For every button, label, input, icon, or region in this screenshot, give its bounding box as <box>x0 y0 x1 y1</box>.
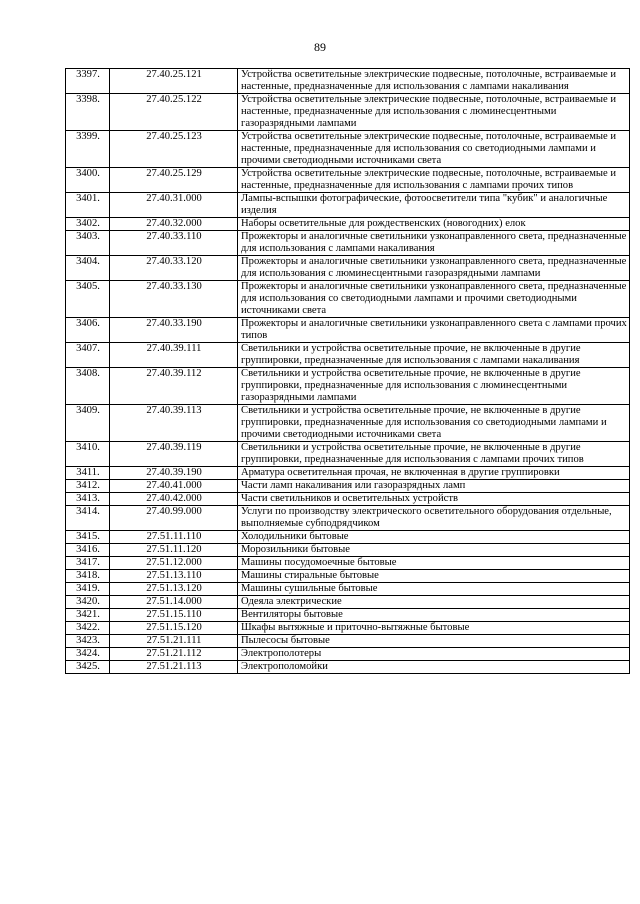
table-row <box>66 168 630 193</box>
row-number-cell: 3405. <box>66 281 110 318</box>
row-number-cell: 3409. <box>66 405 110 442</box>
row-number-cell: 3416. <box>66 544 110 557</box>
code-cell: 27.40.39.111 <box>110 343 238 368</box>
row-number-cell: 3400. <box>66 168 110 193</box>
table-row <box>66 256 630 281</box>
table-row <box>66 318 630 343</box>
table-row <box>66 596 630 609</box>
table-row <box>66 635 630 648</box>
code-cell: 27.51.21.113 <box>110 661 238 674</box>
row-number-cell: 3407. <box>66 343 110 368</box>
code-cell: 27.51.12.000 <box>110 557 238 570</box>
row-number-cell: 3410. <box>66 442 110 467</box>
table-row <box>66 368 630 405</box>
classification-table <box>65 68 630 674</box>
description-cell: Светильники и устройства осветительные прочие, не включенные в другие группировки, предназначенные для использования с люминесцентными газоразрядными лампами <box>238 368 630 405</box>
code-cell: 27.40.39.190 <box>110 467 238 480</box>
code-cell: 27.40.33.130 <box>110 281 238 318</box>
table-row <box>66 583 630 596</box>
description-cell: Устройства осветительные электрические подвесные, потолочные, встраиваемые и настенные, предназначенные для использования с лампами прочих типов <box>238 168 630 193</box>
row-number-cell: 3403. <box>66 231 110 256</box>
table-row <box>66 343 630 368</box>
code-cell: 27.40.41.000 <box>110 480 238 493</box>
row-number-cell: 3402. <box>66 218 110 231</box>
description-cell: Светильники и устройства осветительные прочие, не включенные в другие группировки, предназначенные для использования с лампами прочих типов <box>238 442 630 467</box>
row-number-cell: 3422. <box>66 622 110 635</box>
description-cell: Шкафы вытяжные и приточно-вытяжные бытовые <box>238 622 630 635</box>
description-cell: Арматура осветительная прочая, не включенная в другие группировки <box>238 467 630 480</box>
row-number-cell: 3423. <box>66 635 110 648</box>
description-cell: Части светильников и осветительных устройств <box>238 493 630 506</box>
row-number-cell: 3421. <box>66 609 110 622</box>
table-row <box>66 193 630 218</box>
table-row <box>66 506 630 531</box>
table-row <box>66 131 630 168</box>
table-row <box>66 94 630 131</box>
description-cell: Электрополотеры <box>238 648 630 661</box>
code-cell: 27.40.31.000 <box>110 193 238 218</box>
table-row <box>66 493 630 506</box>
code-cell: 27.40.25.121 <box>110 69 238 94</box>
description-cell: Вентиляторы бытовые <box>238 609 630 622</box>
code-cell: 27.51.11.120 <box>110 544 238 557</box>
row-number-cell: 3399. <box>66 131 110 168</box>
row-number-cell: 3417. <box>66 557 110 570</box>
table-row <box>66 442 630 467</box>
page-number: 89 <box>314 40 326 54</box>
row-number-cell: 3425. <box>66 661 110 674</box>
row-number-cell: 3411. <box>66 467 110 480</box>
table-row <box>66 218 630 231</box>
table-row <box>66 570 630 583</box>
row-number-cell: 3401. <box>66 193 110 218</box>
row-number-cell: 3418. <box>66 570 110 583</box>
code-cell: 27.40.25.129 <box>110 168 238 193</box>
table-row <box>66 281 630 318</box>
row-number-cell: 3419. <box>66 583 110 596</box>
code-cell: 27.40.33.120 <box>110 256 238 281</box>
row-number-cell: 3397. <box>66 69 110 94</box>
code-cell: 27.40.39.119 <box>110 442 238 467</box>
row-number-cell: 3404. <box>66 256 110 281</box>
description-cell: Части ламп накаливания или газоразрядных ламп <box>238 480 630 493</box>
table-row <box>66 480 630 493</box>
description-cell: Устройства осветительные электрические подвесные, потолочные, встраиваемые и настенные, предназначенные для использования с лампами накаливания <box>238 69 630 94</box>
code-cell: 27.51.13.120 <box>110 583 238 596</box>
description-cell: Наборы осветительные для рождественских (новогодних) елок <box>238 218 630 231</box>
row-number-cell: 3398. <box>66 94 110 131</box>
code-cell: 27.40.42.000 <box>110 493 238 506</box>
row-number-cell: 3415. <box>66 531 110 544</box>
table-body <box>66 69 630 674</box>
description-cell: Холодильники бытовые <box>238 531 630 544</box>
code-cell: 27.40.25.122 <box>110 94 238 131</box>
code-cell: 27.40.39.113 <box>110 405 238 442</box>
description-cell: Услуги по производству электрического осветительного оборудования отдельные, выполняемые субподрядчиком <box>238 506 630 531</box>
description-cell: Прожекторы и аналогичные светильники узконаправленного света с лампами прочих типов <box>238 318 630 343</box>
row-number-cell: 3424. <box>66 648 110 661</box>
table-row <box>66 405 630 442</box>
code-cell: 27.51.21.111 <box>110 635 238 648</box>
description-cell: Прожекторы и аналогичные светильники узконаправленного света, предназначенные для использования со светодиодными лампами и прочими светодиодными источниками света <box>238 281 630 318</box>
description-cell: Лампы-вспышки фотографические, фотоосветители типа "кубик" и аналогичные изделия <box>238 193 630 218</box>
description-cell: Светильники и устройства осветительные прочие, не включенные в другие группировки, предназначенные для использования с лампами накаливания <box>238 343 630 368</box>
row-number-cell: 3412. <box>66 480 110 493</box>
code-cell: 27.40.99.000 <box>110 506 238 531</box>
code-cell: 27.51.14.000 <box>110 596 238 609</box>
description-cell: Морозильники бытовые <box>238 544 630 557</box>
code-cell: 27.51.11.110 <box>110 531 238 544</box>
description-cell: Прожекторы и аналогичные светильники узконаправленного света, предназначенные для использования с лампами накаливания <box>238 231 630 256</box>
table-row <box>66 622 630 635</box>
description-cell: Машины стиральные бытовые <box>238 570 630 583</box>
description-cell: Светильники и устройства осветительные прочие, не включенные в другие группировки, предназначенные для использования со светодиодными лампами и прочими светодиодными источниками света <box>238 405 630 442</box>
code-cell: 27.40.33.190 <box>110 318 238 343</box>
table-row <box>66 69 630 94</box>
table-row <box>66 609 630 622</box>
code-cell: 27.51.21.112 <box>110 648 238 661</box>
table-row <box>66 661 630 674</box>
row-number-cell: 3413. <box>66 493 110 506</box>
table-row <box>66 467 630 480</box>
table-row <box>66 544 630 557</box>
table-row <box>66 648 630 661</box>
code-cell: 27.51.15.120 <box>110 622 238 635</box>
description-cell: Одеяла электрические <box>238 596 630 609</box>
description-cell: Пылесосы бытовые <box>238 635 630 648</box>
description-cell: Устройства осветительные электрические подвесные, потолочные, встраиваемые и настенные, предназначенные для использования с люминесцентными газоразрядными лампами <box>238 94 630 131</box>
code-cell: 27.51.13.110 <box>110 570 238 583</box>
description-cell: Прожекторы и аналогичные светильники узконаправленного света, предназначенные для использования с люминесцентными газоразрядными лампами <box>238 256 630 281</box>
table-row <box>66 531 630 544</box>
row-number-cell: 3414. <box>66 506 110 531</box>
description-cell: Электрополомойки <box>238 661 630 674</box>
table-row <box>66 557 630 570</box>
code-cell: 27.40.32.000 <box>110 218 238 231</box>
description-cell: Машины посудомоечные бытовые <box>238 557 630 570</box>
description-cell: Машины сушильные бытовые <box>238 583 630 596</box>
code-cell: 27.40.25.123 <box>110 131 238 168</box>
code-cell: 27.40.39.112 <box>110 368 238 405</box>
table-row <box>66 231 630 256</box>
code-cell: 27.40.33.110 <box>110 231 238 256</box>
description-cell: Устройства осветительные электрические подвесные, потолочные, встраиваемые и настенные, предназначенные для использования со светодиодными лампами и прочими светодиодными источниками света <box>238 131 630 168</box>
code-cell: 27.51.15.110 <box>110 609 238 622</box>
row-number-cell: 3406. <box>66 318 110 343</box>
row-number-cell: 3408. <box>66 368 110 405</box>
row-number-cell: 3420. <box>66 596 110 609</box>
